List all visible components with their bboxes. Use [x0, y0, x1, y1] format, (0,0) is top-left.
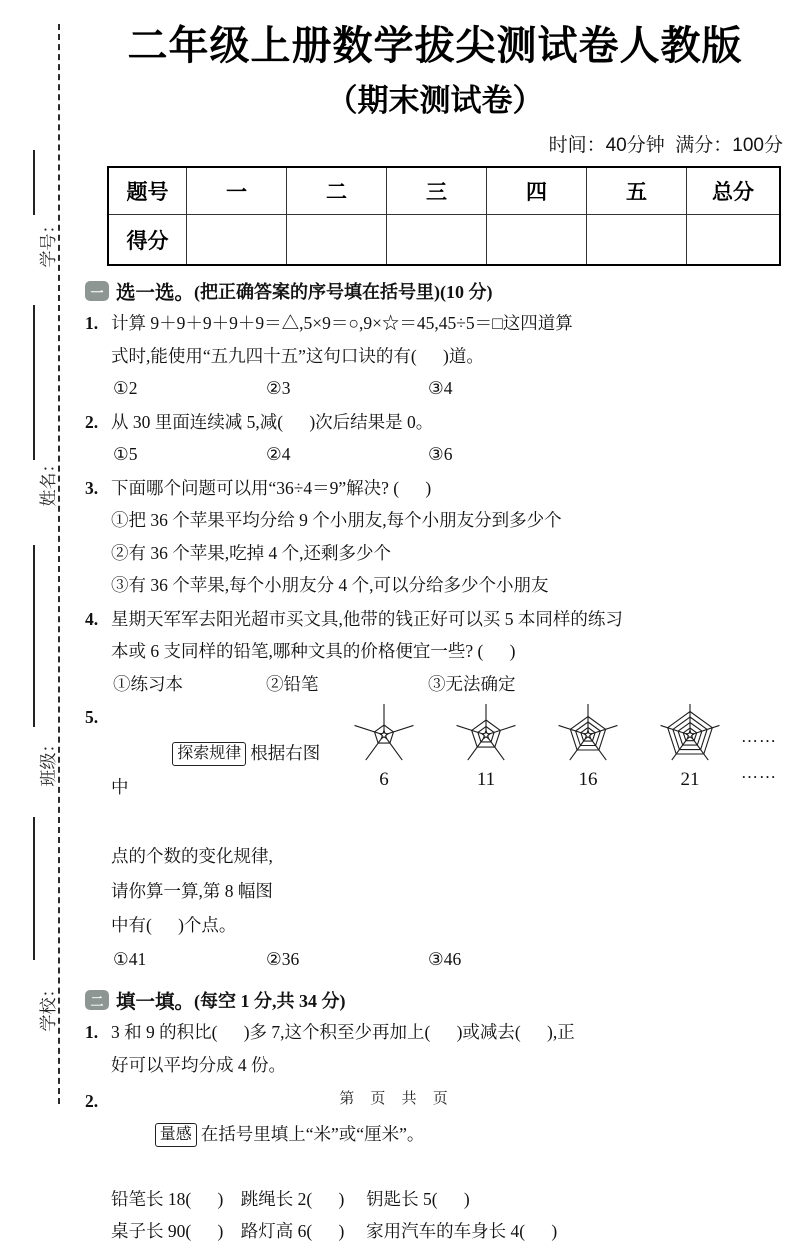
score-header-cell: 二: [287, 167, 387, 215]
option: ①2: [113, 378, 138, 398]
question-text: 下面哪个问题可以用“36÷4＝9”解决? ( ): [111, 477, 432, 498]
sidebar-field-school: 学校：: [38, 980, 58, 1032]
score-cell-empty: [187, 215, 287, 266]
option: ③4: [428, 378, 453, 398]
score-cell-empty: [387, 215, 487, 266]
question-number: 3.: [85, 477, 99, 498]
section-one-badge-icon: 一: [85, 281, 109, 301]
option: ②3: [266, 378, 291, 398]
ellipsis-text: ……: [741, 763, 777, 782]
fill-blank-row: 桌子长 90( ) 路灯高 6( ) 家用汽车的车身长 4( ): [111, 1221, 558, 1241]
pattern-figure-area: [333, 701, 795, 943]
question-number: 1.: [85, 1022, 99, 1042]
option: ①练习本: [113, 673, 183, 694]
question-text: 请你算一算,第 8 幅图: [111, 880, 273, 901]
question-text: 点的个数的变化规律,: [111, 846, 273, 866]
score-header-cell: 四: [487, 167, 587, 215]
section-2-title: 填一填。: [116, 992, 195, 1013]
section-1-header: [85, 276, 785, 306]
question-4: [85, 603, 785, 701]
question-text: 计算 9＋9＋9＋9＋9＝△,5×9＝○,9×☆＝45,45÷5＝□这四道算: [111, 313, 573, 333]
question-text: 好可以平均分成 4 份。: [111, 1054, 286, 1075]
options-row: [111, 668, 785, 701]
sequence-ellipsis: [741, 727, 795, 791]
question-text: 根据右图中: [111, 742, 321, 797]
fill-question-1: [85, 1016, 785, 1081]
ellipsis-text: ……: [741, 727, 777, 746]
figure-point-count: 16: [578, 769, 598, 790]
question-text: 3 和 9 的积比( )多 7,这个积至少再加上( )或减去( ),正: [111, 1022, 575, 1042]
figure-point-count: 21: [680, 769, 700, 790]
question-text: 式时,能使用“五九四十五”这句口诀的有( )道。: [111, 345, 484, 366]
score-header-cell: 题号: [108, 167, 187, 215]
topic-tag-explore-pattern: 探索规律: [172, 742, 246, 766]
option: ①5: [113, 444, 138, 464]
score-cell-empty: [487, 215, 587, 266]
section-1-note: (把正确答案的序号填在括号里)(10 分): [194, 282, 493, 302]
fill-blank-row: 铅笔长 18( ) 跳绳长 2( ) 钥匙长 5( ): [111, 1188, 470, 1209]
question-number: 1.: [85, 313, 99, 333]
option-line: ③有 36 个苹果,每个小朋友分 4 个,可以分给多少个小朋友: [111, 575, 549, 595]
fill-question-2: [85, 1085, 785, 1248]
exam-content: [85, 0, 785, 1248]
option: ③6: [428, 444, 453, 464]
score-table-score-row: [108, 215, 780, 266]
question-text: 中有( )个点。: [111, 915, 237, 935]
score-cell-empty: [687, 215, 781, 266]
question-number: 5.: [85, 707, 99, 727]
option: ③46: [428, 948, 462, 969]
score-header-cell: 三: [387, 167, 487, 215]
sidebar-field-name: 姓名：: [38, 455, 58, 507]
question-number: 4.: [85, 608, 99, 629]
spider-web-figure: [639, 703, 741, 791]
option: ②4: [266, 444, 291, 464]
sidebar-field-class: 班级：: [38, 735, 58, 787]
question-2: [85, 406, 785, 471]
name-write-line: [33, 305, 35, 460]
question-5: [85, 701, 785, 975]
score-header-cell: 五: [587, 167, 687, 215]
score-header-cell: 总分: [687, 167, 781, 215]
score-table: [107, 166, 781, 266]
option: ②铅笔: [266, 673, 319, 694]
question-number: 2.: [85, 411, 99, 432]
question-text: 在括号里填上“米”或“厘米”。: [200, 1123, 425, 1144]
topic-tag-quantity-sense: 量感: [155, 1123, 197, 1147]
option: ②36: [266, 948, 300, 969]
spider-web-drawing: [333, 703, 435, 767]
score-table-header-row: [108, 167, 780, 215]
question-3: [85, 472, 785, 602]
class-write-line: [33, 545, 35, 727]
options-row: [111, 438, 785, 471]
spider-web-drawing: [435, 703, 537, 767]
cut-line-dashed-rule: [58, 24, 60, 1104]
score-cell-empty: [287, 215, 387, 266]
sidebar-field-student-no: 学号：: [38, 216, 58, 268]
section-2-note: (每空 1 分,共 34 分): [194, 991, 346, 1011]
page-title: 二年级上册数学拔尖测试卷人教版: [127, 24, 743, 68]
spider-web-figure: [333, 703, 435, 791]
spider-web-drawing: [537, 703, 639, 767]
option-line: ①把 36 个苹果平均分给 9 个小朋友,每个小朋友分到多少个: [111, 510, 562, 530]
spider-web-figure: [537, 703, 639, 791]
page-footer: 第 页 共 页: [339, 1090, 454, 1107]
figure-point-count: 11: [476, 769, 496, 790]
options-row: [111, 372, 785, 405]
spider-web-figure: [435, 703, 537, 791]
page-subtitle: （期末测试卷）: [326, 83, 544, 118]
option-line: ②有 36 个苹果,吃掉 4 个,还剩多少个: [111, 542, 391, 563]
school-write-line: [33, 817, 35, 960]
section-two-badge-icon: 二: [85, 990, 109, 1010]
score-cell-empty: [587, 215, 687, 266]
spider-web-drawing: [639, 703, 741, 767]
section-1-title: 选一选。: [116, 283, 195, 304]
question-text: 本或 6 支同样的铅笔,哪种文具的价格便宜一些? ( ): [111, 641, 516, 661]
question-1: [85, 307, 785, 405]
exam-meta: 时间：40分钟 满分：100分: [548, 135, 783, 156]
question-text-column: [111, 701, 333, 943]
options-row: [111, 943, 795, 976]
question-number: 2.: [85, 1091, 99, 1111]
option: ①41: [113, 948, 147, 969]
question-text: 星期天军军去阳光超市买文具,他带的钱正好可以买 5 本同样的练习: [111, 608, 623, 629]
question-text: 从 30 里面连续减 5,减( )次后结果是 0。: [111, 411, 434, 432]
option: ③无法确定: [428, 673, 516, 694]
score-row-label: 得分: [108, 215, 187, 266]
score-header-cell: 一: [187, 167, 287, 215]
section-2-header: [85, 985, 785, 1015]
figure-point-count: 6: [379, 769, 389, 790]
